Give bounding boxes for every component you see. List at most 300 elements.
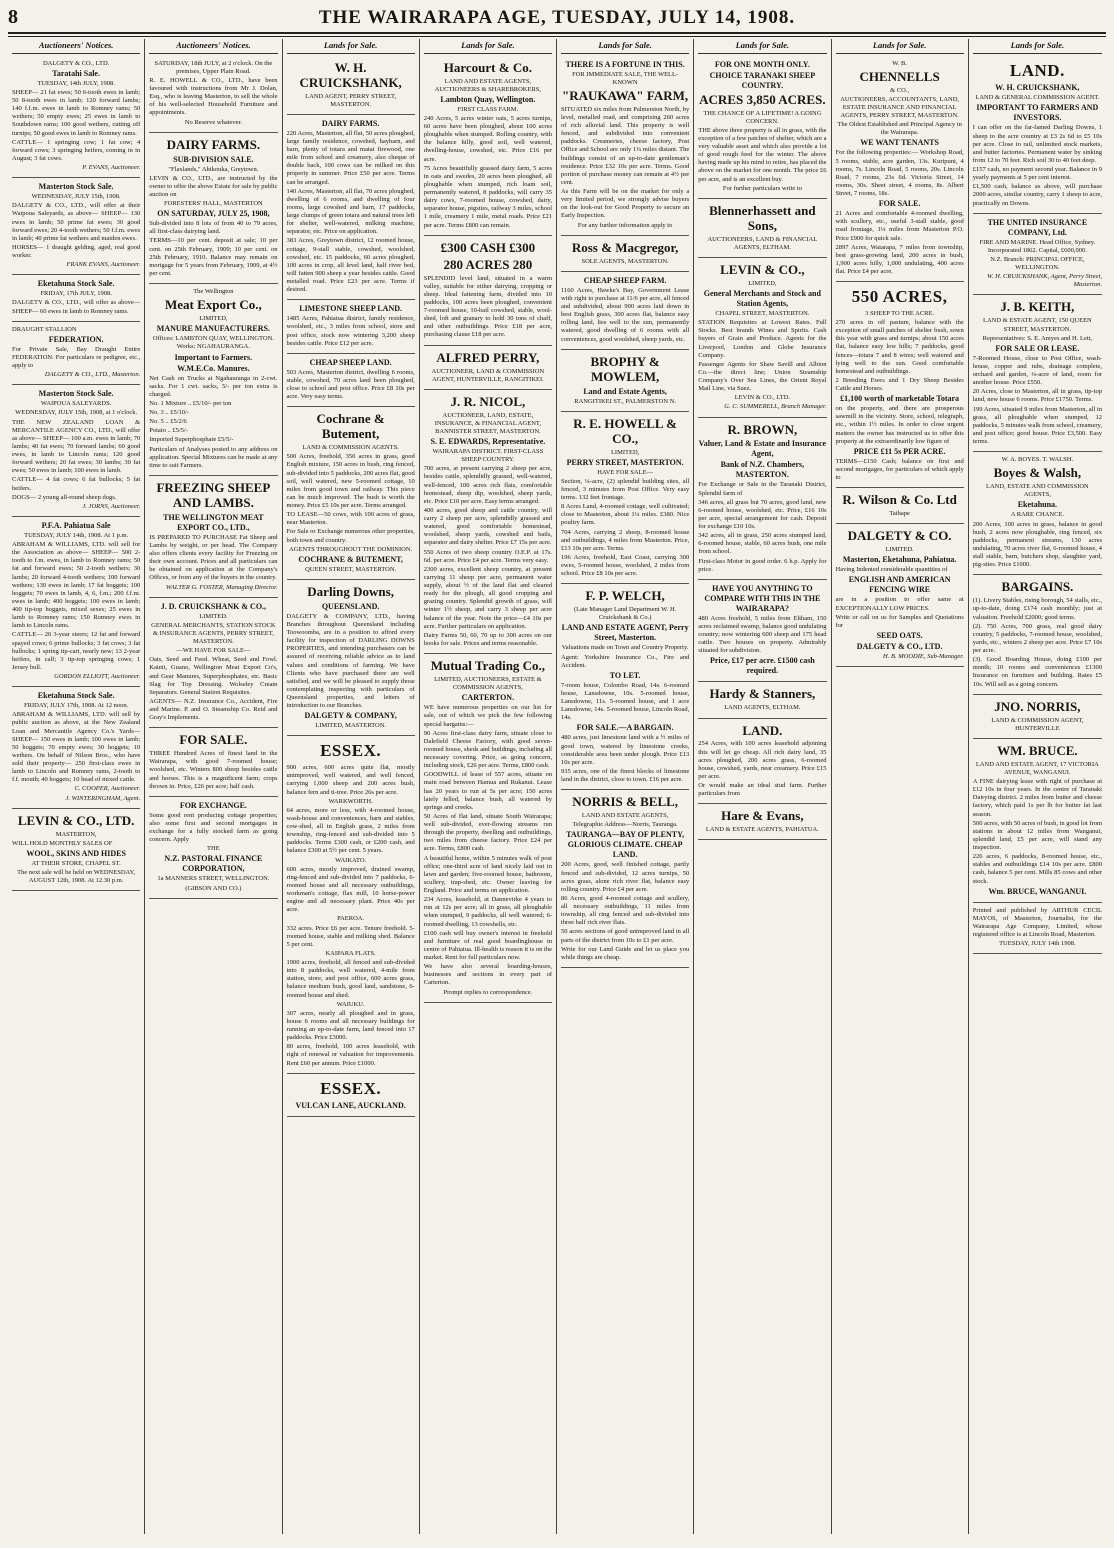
ad-body-text: 480 Acres freehold, 5 miles from Eltham, 150 acres reclaimed swamp, balance good undulating country; now wintering 600 sheep and 175 head cattle. Two houses on property. Admirably situated for subdivision. <box>698 614 827 655</box>
ad-title: LAND. <box>742 722 783 738</box>
ad-body-text: We have also several boarding-houses, businesses and sections in every part of Carterton. <box>423 963 552 987</box>
ad-signature: J. WINTERINGHAM, Agent. <box>65 794 141 802</box>
ad-title: Boyes & Walsh, <box>993 465 1082 481</box>
advertisement <box>12 809 140 892</box>
ad-body-text: TERMS—£150 Cash; balance on first and second mortgages, for particulars of which apply to <box>835 457 964 481</box>
ad-body-text: 75 Acres beautifully grassed dairy farm, 5 acres in oats and swedes, 20 acres been ploughed, all ploughable when stumped, rich loam soil, permanently watered, 8 paddocks, will carry 35 dairy cows, 7-roomed house, cowshed, dairy, separator house, pigsties, railway 3 miles, school 1 mile, creamery 1 mile, metal roads. Price £21 per acre. Terms £800 can remain. <box>423 164 552 229</box>
advertisement <box>973 56 1102 214</box>
ad-body-text: 7-Roomed House, close to Post Office, wash-house, copper and tubs, drainage complete, orchard and garden, ¼-acre of land, room for another house. Price £550. <box>972 354 1102 387</box>
ad-heading: £1,100 worth of marketable Totara <box>840 394 960 404</box>
ad-signature: H. B. MOODIE, Sub-Manager. <box>883 652 964 660</box>
ad-title: Mutual Trading Co., <box>430 658 546 674</box>
ad-subtitle: 3 SHEEP TO THE ACRE. <box>865 309 935 317</box>
ad-subtitle: LAND AND ESTATE AGENT, 17 VICTORIA AVENUE, WANGANUI. <box>975 760 1099 776</box>
ad-body-text: on the property, and there are prosperous sawmill in the vicinity. Store, school, telegraph, etc., within 1½ miles. In order to close urgent matters the owner has instructed us to offer this property at the extraordinarily low figure of <box>835 405 964 445</box>
ad-subtitle: LAND AND ESTATE AGENTS, AUCTIONEERS & SHAREBROKERS, <box>434 77 542 93</box>
ad-subtitle: KAIPARA FLATS. <box>325 949 376 957</box>
ad-subtitle: THE <box>207 845 220 853</box>
ad-subtitle: FOR IMMEDIATE SALE, THE WELL-KNOWN <box>572 70 679 86</box>
ad-heading: FEDERATION. <box>48 334 104 344</box>
ad-title: J. B. KEITH, <box>1000 299 1075 315</box>
ad-body-text: (2). 750 Acres, 700 grass, real good dairy country, 5 paddocks, 7-roomed house, woolshed, yards, etc., winters 2 sheep per acre. Price £7 10s per acre. <box>972 622 1102 654</box>
ad-body-text: For Exchange or Sale in the Taranaki District, Splendid farm of <box>698 481 827 497</box>
ad-body-text: are in a position to offer same at EXCEPTIONALLY LOW PRICES. <box>835 596 964 612</box>
ad-heading: SEED OATS. <box>876 630 923 640</box>
ad-large-title: LAND. <box>1009 60 1065 80</box>
ad-body-text: Dairy Farms 50, 60, 70 up to 300 acres on our books for sale. Prices and terms reasonable. <box>423 631 552 647</box>
ad-subtitle: DALGETY & CO., LTD. <box>42 59 110 67</box>
ad-heading: TAURANGA—BAY OF PLENTY, GLORIOUS CLIMATE. CHEAP LAND. <box>566 830 685 860</box>
advertisement <box>973 452 1102 575</box>
ad-body-text: 21 Acres and comfortable 4-roomed dwelling, with scullery, etc., useful 3-stall stable, good road frontage, 1¼ miles from Masterton P.O. Price £900 for quick sale. <box>835 210 964 242</box>
ad-subtitle: LAND, ESTATE AND COMMISSION AGENTS, <box>985 483 1089 499</box>
ad-body-text: (3). Good Boarding House, doing £100 per month; 10 rooms and conveniences £1300 Insurance on furniture and building. Rates £5 10s. Will sell as a going concern. <box>972 656 1102 688</box>
ad-title: FREEZING SHEEP AND LAMBS. <box>156 479 271 510</box>
ad-body-text: THE above three property is all in grass, with the exception of a few patches of shelter, which are a very valuable asset and which also provide a lot of good rough feed for the winter. The above having made up his mind to retire, has placed the above on the market for one month. The price £6 per acre, and is an excellent buy. <box>698 126 827 183</box>
ad-subtitle: (Late Manager Land Department W. H. Cruickshank & Co.) <box>573 606 677 622</box>
ad-subtitle: LIMITED. <box>199 612 228 620</box>
ad-subtitle: LAND & ESTATE AGENTS, PAHIATUA. <box>705 826 819 834</box>
ad-subtitle: FIRE AND MARINE. Head Office, Sydney. Incorporated 1862. Capital, £600,000. <box>979 238 1096 254</box>
ad-subtitle: LIMITED, MASTERTON. <box>315 722 387 730</box>
advertisement <box>561 236 689 272</box>
ad-subtitle: LIMITED, <box>748 279 777 287</box>
advertisement <box>287 56 415 115</box>
ad-body-text: CATTLE— 4 fat cows; 6 fat bullocks; 5 fat heifers. <box>12 476 141 492</box>
advertisement <box>698 580 826 683</box>
ad-large-title: ESSEX. <box>320 1078 382 1098</box>
ad-title: LEVIN & CO., <box>720 261 805 277</box>
advertisement <box>149 598 277 729</box>
advertisement <box>12 56 140 179</box>
ad-title: JNO. NORRIS, <box>994 698 1081 714</box>
ad-body-text: LEVIN & CO., LTD., are instructed by the owner to offer the above Estate for sale by public auction on <box>149 174 278 198</box>
advertisement <box>973 695 1102 739</box>
ad-body-text: 234 Acres, leasehold, at Dannevirke 4 years to run at 12s per acre; all in grass, all ploughable when stumped, 9 paddocks, all well watered; 6-roomed dwelling, 13 cowshells, etc. <box>423 896 552 928</box>
ad-large-title: 550 ACRES, <box>851 287 948 307</box>
advertisement <box>287 300 415 354</box>
ad-body-text: 64 acres, more or less, with 4-roomed house, wash-house and conveniences, barn and stables, cow-shed, all in English grass, 2 miles from township, ring-fenced and sub-divided into 5 paddocks. Terms £300 cash, or £200 cash, and balance £300 at 5½ per cent. 5 years. <box>286 806 415 855</box>
masthead <box>8 6 1106 34</box>
column-heading: Lands for Sale. <box>698 39 826 54</box>
ad-subtitle: AUCTIONEERS, ACCOUNTANTS, LAND, ESTATE INSURANCE AND FINANCIAL AGENTS, PERRY STREET, MASTERTON. <box>840 95 960 120</box>
ad-subtitle: PAEROA. <box>337 915 365 923</box>
ad-title: Hare & Evans, <box>721 808 804 824</box>
ad-body-text: I can offer on the far-famed Darling Downs, 1 sheep to the acre country at £3 2s 6d to £5 10s per acre. Close to rail, unlimited stock markets, and butter factories. Permanent water by sinking from 12 to 70 feet. Rich soil 30 to 40 feet deep. <box>972 124 1102 164</box>
ad-subtitle: 1a MANNERS STREET, WELLINGTON. <box>157 875 270 883</box>
ad-subtitle: "Flaxlands," Ahikouka, Greytown. <box>168 165 259 173</box>
ad-title: F. P. WELCH, <box>585 588 665 604</box>
advertisement <box>698 682 826 718</box>
ad-body-text: 383 Acres, Greytown district, 12 roomed house, cottage, 9-stall stable, cowshed, woolshed, cowshed, etc. 15 paddocks, 60 acres ploughed, 100 acres in crop, all level land, half river bed, will fatten 900 sheep a year besides cattle. Good metalled road. Price £23 per acre. Terms if desired. <box>286 237 415 294</box>
ad-title: ALFRED PERRY, <box>436 349 540 365</box>
ad-subtitle: For further particulars write to <box>722 184 802 192</box>
advertisement <box>287 1074 415 1118</box>
ad-subtitle: WEDNESDAY, JULY 15th, 1908, at 1 o'clock. <box>15 409 138 417</box>
ad-heading: Masterton Stock Sale. <box>38 389 114 399</box>
ad-title: Cochrane & Butement, <box>316 411 385 442</box>
ad-heading: FOR ONE MONTH ONLY. <box>714 59 810 69</box>
advertisement <box>698 56 826 199</box>
advertisement <box>12 275 140 321</box>
advertisement <box>561 584 689 790</box>
advertisement <box>561 790 689 968</box>
advertisement <box>698 199 826 258</box>
ad-heading: QUEENSLAND. <box>321 601 380 611</box>
advertisement <box>149 284 277 476</box>
column-5 <box>557 39 694 1534</box>
ad-subtitle: LAND & GENERAL COMMISSION AGENT. <box>975 94 1100 102</box>
ad-heading: Masterton, Eketahuna, Pahiatua. <box>842 555 957 565</box>
ad-heading: CHOICE TARANAKI SHEEP COUNTRY. <box>709 70 816 90</box>
advertisement <box>12 687 140 809</box>
ad-subtitle: —WE HAVE FOR SALE— <box>176 647 251 655</box>
ad-subtitle: TUESDAY, JULY 14th, 1908. At 1 p.m. <box>24 531 129 539</box>
ad-body-text: 704 Acres, carrying 2 sheep, 8-roomed house and outbuildings, 4 miles from Masterton. Price, £13 10s per acre. Terms. <box>561 528 690 552</box>
ad-subtitle: LIMITED, AUCTIONEERS, ESTATE & COMMISSION AGENTS, <box>434 676 542 692</box>
ad-body-text: DALGETY & CO., LTD., will offer as above— SHEEP— 60 ewes in lamb to Romney rams. <box>12 299 141 315</box>
column-8 <box>969 39 1106 1534</box>
ad-body-text: CATTLE— 20 3-year steers; 12 fat and forward spayed cows; 6 prime bullocks; 3 fat cows; 3 fat bullocks; 1 spring tip-cart, nearly new; 13 2-year heifers, in calf; 3 tip-top springing cows; 1 Jersey bull. <box>12 631 141 671</box>
ad-subtitle: The Wellington <box>193 288 234 296</box>
ad-heading: WE WANT TENANTS <box>860 138 939 148</box>
ad-heading: Price, £17 per acre. £1500 cash required. <box>709 656 815 676</box>
column-heading: Auctioneers' Notices. <box>149 39 277 54</box>
ad-body-text: 90 Acres first-class dairy farm, situate close to Dalefield Cheese Factory, with good seven-roomed house, sheds and buildings, including all necessary covering. Price, as going concern, including stock, £26 per acre. Terms, £800 cash. <box>423 729 552 770</box>
ad-body-text: TO LEASE—50 cows, with 100 acres of grass, near Masterton. <box>286 511 415 527</box>
ad-subtitle: The Oldest Established and Principal Agency in the Wairarapa. <box>837 121 962 137</box>
ad-body-text: 199 Acres, situated 9 miles from Masterton, all in grass, all ploughable when stumped, 12 paddocks, 5 minutes walk from school, creamery, and post office; good house. Price £3,500. Easy terms. <box>972 405 1102 445</box>
ad-body-text: IS PREPARED TO PURCHASE Fat Sheep and Lambs by weight, or per head. The Company also offers clients every facility for Freezing on their own account. Prices and all particulars can be obtained on application at the Company's Offices, or from any of the buyers in the country. <box>149 533 278 582</box>
ad-subtitle: No Reserve whatever. <box>184 118 242 126</box>
ad-subtitle: RANGITIKEI ST., PALMERSTON N. <box>574 397 676 405</box>
ad-signature: DALGETY & CO., LTD., Masterton. <box>44 371 141 379</box>
ad-body-text: 342 acres, all in grass, 250 acres stumped land, 6-roomed house, stable, 60 acres bush, one mile from school. <box>698 532 827 556</box>
ad-heading: Eketahuna. <box>1017 500 1058 510</box>
ad-body-text: THE NEW ZEALAND LOAN & MERCANTILE AGENCY CO., LTD., will offer as above— SHEEP— 100 a.m. ewes in lamb; 70 lambs; 40 fat ewes; 70 forward lambs; 60 good ewes, in lamb to Lincoln rams; 120 good forward wethers; 20 fat ewes; 30 lambs; 30 fat ewes; 50 ewes in lamb; 100 ewes in lamb. <box>12 418 141 475</box>
ad-subtitle: LAND AND ESTATE AGENTS, <box>581 812 669 820</box>
column-heading: Lands for Sale. <box>836 39 964 54</box>
ad-body-text: 80 acres, freehold, 100 acres leasehold, with right of renewal or valuation for improvements. Rent £60 per annum. Price £1000. <box>286 1043 415 1067</box>
ad-body-text: ABRAHAM & WILLIAMS, LTD. will sell for the Association as above— SHEEP— 500 2-tooth to f.m. ewes, in lamb to Romney rams; 50 fat and forward ewes; 50 2-tooth wethers; 30 lambs; 20 forward 4-tooth wethers; 100 forward wethers; 130 ewes in lamb; 17 fat hoggets; 100 hoggets; 70 ewes in lamb, 4, 6, f.m.; 200 f.f.m. ewes in lamb; 400 hoggets; 100 ewes in lamb; 400 tip-top hoggets, mixed sexes; 25 ewes in lamb to Romney rams; 150 Romney ewes in lamb to Lincoln rams. <box>12 541 141 630</box>
advertisement <box>287 115 415 301</box>
ad-heading: FOR SALE. <box>878 199 921 209</box>
ad-body-text: 220 Acres, Masterton, all flat, 50 acres ploughed, large family residence, cowshed, haybarn, and barn, plenty of totara and matai firewood, one mile from school and creamery, also cheque of double back, 100 cows can be milked on this property in summer. Price £50 per acre. Terms can be arranged. <box>286 129 415 186</box>
advertisement <box>149 133 277 284</box>
ad-body-text: WILL HOLD MONTHLY SALES OF <box>12 839 113 847</box>
ad-heading: HAVE YOU ANYTHING TO COMPARE WITH THIS IN THE WAIRARAPA? <box>704 583 821 613</box>
ad-heading: Land and Estate Agents, <box>583 386 667 396</box>
ad-title: NORRIS & BELL, <box>572 794 679 810</box>
ad-body-text: A FINE dairying lease with right of purchase at £12 10s in four years. In the centre of Taranaki Dairying district. 2 miles from butter and cheese factory, which paid 1s per lb for butter fat last season. <box>972 778 1102 818</box>
ad-body-text: SPLENDID level land, situated in a warm valley, suitable for either dairying, cropping or sheep. Ideal fattening farm, divided into 10 paddocks, 100 acres been ploughed, convenient 7-roomed house, 10-bail cowshed, stable, wool-shed, loft and granary to hold 30 tons of chaff, and other outbuildings. Price £18 per acre, purchasing clause £18 per acre. <box>423 274 552 339</box>
advertisement <box>698 418 826 580</box>
ad-heading: LIMESTONE SHEEP LAND. <box>299 304 403 314</box>
ad-subtitle: FIRST CLASS FARM. <box>457 105 519 113</box>
ad-subtitle: AUCTIONEERS, LAND & FINANCIAL AGENTS, ELTHAM. <box>707 235 818 251</box>
ad-body-text: £157 cash, no payment second year. Balance in 9 yearly payments at 5 per cent interest. <box>972 166 1102 182</box>
ad-subtitle: THE CHANCE OF A LIFETIME! A GOING CONCERN. <box>703 109 822 125</box>
ad-body-text: 900 acres, 600 acres quite flat, mostly unimproved, well watered, and well fenced, carrying 1,000 sheep and 200 acres bush, balance fern and ti-tree. Price 26s per acre. <box>286 764 415 796</box>
ad-body-text: 2 Breeding Ewes and 1 Dry Sheep Besides Cattle and Horses. <box>835 376 964 392</box>
ad-body-text: 332 acres. Price £6 per acre. Tenure freehold. 5-roomed house, stable and milking shed. Balance 5 per cent. <box>286 924 415 948</box>
ad-body-text: 2300 acres, excellent sheep country, at present carrying 11 sheep per acre, permanent water supply, about ½ of the land flat and cleared ready for the plough, all good cropping and grazing country. Splendid growth of grass, will winter 1½ sheep, and carry 3 sheep per acre balance of the year. Note the price—£4 10s per acre. Further particulars on application. <box>423 565 552 630</box>
ad-subtitle: FRIDAY, JULY 17th, 1908. At 12 noon. <box>24 702 129 710</box>
ad-heading: Eketahuna Stock Sale. <box>37 691 115 701</box>
ad-body-text: Some good rent producing cottage properties; also some first and second mortgages in exchange for a fully stocked farm as going concern. Apply <box>149 811 278 844</box>
ad-title: ACRES 3,850 ACRES. <box>699 91 826 107</box>
ad-signature: W. H. CRUICKSHANK, Agent, Perry Street, Masterton. <box>987 273 1102 289</box>
ad-title: Ross & Macgregor, <box>571 239 679 255</box>
ad-body-text: £100 cash will buy owner's interest in freehold and furniture of real good boardinghouse in centre of Pahiatua. Ill-health is reason it is on the market. Rent for full particulars now. <box>423 929 552 961</box>
ad-heading: General Merchants and Stock and Station Agents, <box>703 289 821 308</box>
ad-body-text: (1). Livery Stables, rising borough, 54 stalls, etc., up-to-date, doing £174 cash monthly; just at valuation. Freehold £2000; good terms. <box>972 597 1102 621</box>
ad-heading: VULCAN LANE, AUCKLAND. <box>295 1101 406 1111</box>
column-heading: Lands for Sale. <box>973 39 1102 54</box>
ad-body-text: 140 Acres, Masterton, all flat, 70 acres ploughed, dwelling of 6 rooms, and dwelling of four rooms, large cowshed and barn, 17 paddocks, large clumps of green totara and natural trees left for shelter, well-watered, milking machine, separator, etc. Price on application. <box>286 187 415 236</box>
advertisement <box>561 350 689 412</box>
ad-subtitle: Telegraphic Address—Norris, Tauranga. <box>572 821 678 829</box>
advertisement <box>287 736 415 1073</box>
advertisement <box>149 56 277 133</box>
newspaper-page <box>8 6 1106 1536</box>
advertisement <box>149 728 277 797</box>
ad-heading: IMPORTANT TO FARMERS AND INVESTORS. <box>976 103 1099 123</box>
advertisement <box>149 797 277 899</box>
ad-title: 280 ACRES 280 <box>443 256 533 272</box>
ad-body-text: 8 Acres Land, 4-roomed cottage, well cultivated; close to Masterton, about 1¼ miles. £380. Nice poultry farm. <box>561 503 690 527</box>
ad-body-text: 1900 acres, freehold, all fenced and sub-divided into 8 paddocks, well watered, 4-mile from station, store, and post office, 600 acres grass, balance medium bush, good land, sandstone, 6-roomed house and shed. <box>286 959 415 999</box>
ad-subtitle: Offices: LAMBTON QUAY, WELLINGTON. Works: NGAHAURANGA. <box>152 335 274 351</box>
ad-heading: ON SATURDAY, JULY 25, 1908, <box>157 209 270 219</box>
ad-subtitle: TUESDAY, JULY 14th 1908. <box>999 940 1076 948</box>
ad-heading: W. H. CRUICKSHANK, <box>995 83 1080 93</box>
column-heading: Lands for Sale. <box>424 39 552 54</box>
advertisement <box>836 488 964 524</box>
ad-subtitle: SATURDAY, 18th JULY, at 2 o'clock. On the premises, Upper Plain Road. <box>154 59 273 75</box>
ad-subtitle: W. A. BOYES. T. WALSH. <box>1001 456 1074 464</box>
ad-body-text: ABRAHAM & WILLIAMS, LTD. will sell by public auction as above, at the New Zealand Loan and Mercantile Agency Co.'s Yards— SHEEP— 150 ewes in lamb; 100 ewes in lamb; 50 hoggets; 70 empty ewes; 30 hoggets; 10 wethers. On behalf of Nilson Bros., who have sold their property— 250 first-class ewes in lamb to Lincoln and Romney rams, 2-tooth to f.f. mouth; 40 hoggets; 10 head of mixed cattle. <box>12 711 141 784</box>
advertisement <box>561 272 689 350</box>
ad-body-text: AGENTS— N.Z. Insurance Co., Accident, Fire and Marine. P. and O. Steamship Co. Reid and Gray's Implements. <box>149 697 278 722</box>
advertisement <box>424 236 552 346</box>
ad-subtitle: MASTERTON, <box>55 830 97 838</box>
ad-body-text: 1160 Acres, Hawke's Bay, Government Lease with right to purchase at 11/6 per acre, all fenced and subdivided, about 900 acres laid down in best English grass, 300 acres flat, balance easy rolling land, lies well to the sun, permanently watered, good dwelling of 6 rooms with all conveniences, good woolshed, sheep yards, etc. <box>561 286 690 343</box>
ad-body-text: Passenger Agents for Shaw Savill and Albion Co.—the direct line; Union Steamship Company's Over Sea Lines, the Orient Royal Mail Line, via Suez. <box>698 360 827 393</box>
ad-title: DALGETY & CO. <box>847 528 952 544</box>
ad-heading: THE UNITED INSURANCE COMPANY, Ltd. <box>987 217 1088 237</box>
ad-body-text: Or would make an ideal stud farm. Further particulars from <box>698 782 827 798</box>
ad-title: "RAUKAWA" FARM, <box>562 87 689 103</box>
column-7 <box>832 39 969 1534</box>
ad-subtitle: LIMITED, <box>199 315 228 323</box>
ad-heading: P.F.A. Pahiatua Sale <box>41 520 111 530</box>
ad-signature: WALTER G. FOSTER, Managing Director. <box>165 583 278 591</box>
advertisement <box>149 476 277 598</box>
ad-heading: PRICE £11 5s PER ACRE. <box>853 446 946 456</box>
ad-body-text: 700 acres, at present carrying 2 sheep per acre, besides cattle, splendidly grassed, well-watered, well-fenced, 100 acres rich flats, comfortable homestead, sheep dip, woolshed, sheep yards, etc. Price £10 per acre. Easy terms arranged. <box>423 465 552 505</box>
ad-body-text: Write or call on us for Samples and Quotations for <box>835 613 964 629</box>
ad-subtitle: HAVE FOR SALE— <box>597 468 654 476</box>
ad-title: R. Wilson & Co. Ltd <box>842 492 957 508</box>
ad-body-text: No. 3 .. £5/10/- <box>149 409 189 416</box>
advertisement <box>561 412 689 585</box>
ad-body-text: R. E. HOWELL & CO., LTD., have been favoured with instructions from Mr J. Dolan, Esq., who is leaving Masterton, to sell the whole of his well-selected Household Furniture and appointments. <box>149 76 278 117</box>
advertisement <box>424 346 552 390</box>
ad-heading: SUB-DIVISION SALE. <box>173 154 254 164</box>
advertisement <box>973 739 1102 903</box>
ad-body-text: 20 Acres, close to Masterton, all in grass, tip-top land, new house 6 rooms. Price £1750. Terms. <box>972 388 1102 404</box>
advertisement <box>973 214 1102 296</box>
ad-body-text: For the following properties:— Workshop Road, 5 rooms, stable, acre garden, 13s. Kuripuni, 4 rooms, 7s. Lincoln Road, 5 rooms, 20s. Lincoln Road, 7 rooms, 23s 6d. Victoria Street, 14 rooms, 30s. Sheet street, 4 rooms, 8s. Albert Street, 7 rooms, 18s. <box>835 149 964 198</box>
advertisement <box>424 56 552 236</box>
ad-body-text: CATTLE— 1 springing cow; 1 fat cow; 4 forward cows; 3 springing heifers, coming in in August; 3 fat cows. <box>12 138 141 162</box>
ad-subtitle: WAIRARAPA DISTRICT. FIRST-CLASS SHEEP COUNTRY. <box>432 448 544 464</box>
ad-subtitle: CHAPEL STREET, MASTERTON. <box>715 310 810 317</box>
ad-body-text: DALGETY & CO., LTD., will offer at their Waipoua Saleyards, as above— SHEEP— 130 ewes in lamb; 50 prime fat ewes; 30 good forward ewes; 20 4-tooth wethers; 50 f.f.m. ewes in lamb; 40 prime fat wethers and maiden ewes. <box>12 202 141 242</box>
ad-body-text: First-class Motor in good order. 6 h.p. Apply for price. <box>698 557 827 573</box>
advertisement <box>698 719 826 805</box>
column-2 <box>145 39 282 1534</box>
ad-body-text: 503 Acres, Masterton district, dwelling 6 rooms, stable, cowshed, 70 acres land been ploughed, close to school and post office. Price £8 10s per acre. Very easy terms. <box>286 368 415 401</box>
ad-body-text: 200 Acres, 100 acres in grass, balance in good bush, 2 acres now ploughable, ring fenced, six paddocks, permanent streams, 130 acres undulating, 70 acres river flat, 6-roomed house, 4 stall stable, barn, butchers shop, slaughter yard, pig-sties. Price £1000. <box>972 520 1102 569</box>
advertisement <box>12 385 140 517</box>
ad-body-text: Write for our Land Guide and let us place you while things are cheap. <box>561 945 690 961</box>
ad-body-text: For Private Sale, Bay Draught Entire FEDERATION. For particulars re pedigree, etc., apply to <box>12 345 141 369</box>
ad-title: Blennerhassett and Sons, <box>709 202 816 233</box>
ad-heading: Masterton Stock Sale. <box>38 182 114 192</box>
ad-body-text: Sub-divided into 8 lots of from 40 to 79 acres, all first-class dairying land. <box>149 220 278 236</box>
ad-body-text: 86 Acres, good 4-roomed cottage and scullery, all necessary outbuildings, 11 miles from township, all ring fenced and sub-divided into three half rich river flats. <box>561 894 690 927</box>
ad-subtitle: AUCTIONEER, LAND, ESTATE, INSURANCE, & FINANCIAL AGENT, BANNISTER STREET, MASTERTON. <box>434 411 542 435</box>
advertisement <box>12 178 140 275</box>
column-6 <box>694 39 831 1534</box>
ad-body-text: DRAUGHT STALLION <box>12 325 77 333</box>
ad-body-text: For Sale or Exchange numerous other properties, both town and country. <box>286 528 415 544</box>
ad-body-text: SITUATED six miles from Palmerston North, by level, metalled road, and comprising 260 acres of rich alluvial land. This property is well fenced, and subdivided into convenient paddocks. Creameries, cheese factory, Post Office and School are only 1¼ miles distant. The buildings consist of an up-to-date gentleman's residence. Price £32 10s per acre. Terms. Good portion of purchase money can remain at 4½ per cent. <box>561 105 690 186</box>
ad-title: FOR SALE. <box>179 732 248 748</box>
ad-heading: FOR SALE.—A BARGAIN. <box>576 723 674 733</box>
advertisement <box>973 575 1102 694</box>
ad-heading: TO LET. <box>609 670 641 680</box>
ad-heading: LAND AND ESTATE AGENT, Perry Street, Masterton. <box>561 623 689 643</box>
ad-heading: CHEAP SHEEP LAND. <box>309 357 392 367</box>
ad-body-text: Net Cash on Trucks at Ngahauranga in 2-cwt. sacks. For 1 cwt. sacks, 5/- per ton extra is charged. <box>149 374 278 398</box>
ad-body-text: Imported Superphosphate £5/5/- <box>149 436 234 444</box>
ad-body-text: 935 acres, one of the finest blocks of limestone land in the district, close to town. £16 per acre. <box>561 767 690 784</box>
ad-body-text: 226 acres, 6 paddocks, 8-roomed house, etc., stables and outbuildings £14 10s per acre. £800 cash, balance 5 per cent. Mills 85 cows and other stock. <box>972 853 1102 885</box>
ad-body-text: DOGS— 2 young all-round sheep dogs. <box>12 493 117 501</box>
ad-subtitle: WAIUKU. <box>336 1000 365 1008</box>
ad-body-text: 307 acres, nearly all ploughed and in grass, house 6 rooms and all necessary buildings for running an up-to-date farm, land fenced into 17 paddocks. Price £3000. <box>286 1009 415 1042</box>
ad-body-text: Oats, Seed and Feed. Wheat, Seed and Fowl. Kainit, Guano, Wellington Meat Export Co's, and Gear Manures, Superphosphates, etc. Basic Slag for Top Dressing. Wolseley Cream Separators. General Station Requisites. <box>149 656 278 696</box>
ad-body-text: No. 1 Mixture .. £5/10/- per ton <box>149 399 232 407</box>
advertisement <box>424 654 552 1003</box>
ad-subtitle: WEDNESDAY, JULY 15th, 1908. <box>31 193 121 201</box>
advertisement <box>836 56 964 283</box>
ad-heading: W.M.E.Co. Manures. <box>177 363 250 373</box>
ad-large-title: ESSEX. <box>320 741 382 761</box>
ad-title: R. E. HOWELL & CO., <box>573 415 677 446</box>
ad-body-text: Particulars of Analyses posted to any address on application. Special Mixtures can be made at any time to suit Farmers. <box>149 445 278 469</box>
ad-heading: CARTERTON. <box>461 693 515 703</box>
ad-heading: WOOL, SKINS AND HIDES <box>26 848 126 858</box>
ad-heading: S. E. EDWARDS, Representative. <box>430 437 546 447</box>
ad-heading: THERE IS A FORTUNE IN THIS. <box>565 59 685 69</box>
ad-body-text: 270 acres in off pasture, balance with the exception of small patches of shelter bush, sown this year with grass and turnips; about 150 acres flat, balance easy low hills; 7 paddocks, good fences—totara 7 and 8 wires; well watered and lying well to the sun. Good comfortable homestead and outbuildings. <box>835 319 964 375</box>
ad-body-text: 200 Acres, good, well finished cottage, partly fenced and sub-divided, 12 acres turnips, 50 acres grass, alone rich river flat, balance easy rolling country. Price £4 per acre. <box>561 861 690 893</box>
advertisement <box>973 903 1102 955</box>
ad-subtitle: WARKWORTH. <box>328 797 373 805</box>
ad-signature: GORDON ELLIOTT, Auctioneer. <box>54 673 141 680</box>
ad-subtitle: FRIDAY, 17th JULY, 1908. <box>40 290 112 298</box>
ad-body-text: 240 Acres, 5 acres winter oats, 5 acres turnips, 60 acres have been ploughed, about 100 acres ploughable when stumped. Rolling country, with the balance hilly, good soil, well watered, dwelling-house, cowshed, etc. Price £16 per acre. <box>423 114 552 163</box>
ad-title: Meat Export Co., <box>164 297 262 313</box>
ad-body-text: 254 Acres, with 100 acres leasehold adjoining this will let go cheap. All rich dairy land, 35 acres ploughed, 200 acres grass, 6-roomed house, cowshed, yards, near creamery. Price £15 per acre. <box>698 740 827 780</box>
ad-body-text: 1485 Acres, Pahiatua district, family residence, woolshed, etc., 3 miles from school, store and post office, stock now wintering 3,200 sheep besides cattle. Price £12 per acre. <box>286 315 415 347</box>
column-1 <box>8 39 145 1534</box>
ad-body-text: STATION Requisites at Lowest Rates. Full Stocks. Best brands Wines and Spirits. Cash buyers of Grain and Produce. Agents for the Liverpool, London and Globe Insurance Company. <box>698 319 827 359</box>
ad-body-text: Printed and published by ARTHUR CECIL MAYOS, of Masterton, Journalist, for the Wairarapa Age Company, Limited, whose registered office is at Lincoln Road, Masterton. <box>972 906 1102 938</box>
ad-subtitle: For any further information apply to <box>577 221 673 229</box>
classified-columns <box>8 39 1106 1534</box>
ad-subtitle: GENERAL MERCHANTS, STATION STOCK & INSURANCE AGENTS, PERRY STREET, MASTERTON. <box>151 621 276 645</box>
ad-subtitle: The next sale will be held on WEDNESDAY, AUGUST 12th, 1908. At 12.30 p.m. <box>17 868 136 885</box>
advertisement <box>561 56 689 236</box>
ad-subtitle: LIMITED, <box>610 448 640 456</box>
ad-body-text: As this Farm will be on the market for only a very limited period, we strongly advise buyers on the look-out for Good Property to secure an Early Inspection. <box>561 188 690 220</box>
advertisement <box>698 804 826 840</box>
ad-title: DAIRY FARMS. <box>166 136 261 152</box>
ad-heading: PERRY STREET, MASTERTON. <box>566 457 684 467</box>
ad-subtitle: AGENTS THROUGHOUT THE DOMINION. <box>289 545 413 553</box>
ad-subtitle: Representatives: S. E. Amyes and H. Lett, <box>982 334 1093 342</box>
advertisement <box>12 322 140 386</box>
ad-body-text: 50 Acres of flat land, situate South Wairarapa; well sub-divided, ever-flowing streams run through the property, dwelling and outbuildings, two miles from cheese factory. Price £24 per acre. Terms, £800 cash. <box>423 812 552 853</box>
ad-title: LEVIN & CO., LTD. <box>17 812 135 828</box>
advertisement <box>12 517 140 687</box>
advertisement <box>424 390 552 654</box>
ad-signature: P. EVANS, Auctioneer. <box>82 164 141 171</box>
ad-title: J. R. NICOL, <box>450 393 526 409</box>
advertisement <box>973 295 1102 452</box>
ad-subtitle: FORESTERS' HALL, MASTERTON <box>164 200 263 208</box>
ad-body-text: 196 Acres, freehold, East Coast, carrying 300 ewes, 5-roomed house, woolshed, 2 miles from school. Price £8 10s per acre. <box>561 553 690 578</box>
ad-title: Hardy & Stanners, <box>709 686 816 702</box>
ad-title: R. BROWN, <box>727 421 798 437</box>
ad-body-text: 7-room house, Colombo Road, 14s. 6-roomed house, Lansdowne, 10s. 5-roomed house, Lansdowne, 11s. 5-roomed house, and 1 acre Lansdowne, 14s. 5-roomed house, Lincoln Road, 14s. <box>561 681 690 722</box>
ad-body-text: GOODWILL of lease of 557 acres, situate on main road between Hamua and Rukanui. Lease has 20 years to run at 5s per acre; 150 acres lately felled, balance bush, all watered by springs and creeks. <box>423 771 552 811</box>
ad-heading: Important to Farmers. <box>174 352 253 362</box>
advertisement <box>287 354 415 408</box>
ad-signature: FRANK EVANS, Auctioneer. <box>66 261 141 269</box>
ad-title: Harcourt & Co. <box>443 59 532 75</box>
ad-body-text: 500 Acres, freehold, 350 acres in grass, good English mixture, 150 acres in bush, ring fenced, sub-divided into 5 paddocks, 200 acres flat, good soil, well watered, new 5-roomed cottage, 10 miles from good town and railway. This piece can be much improved. The bush is worth the money. Price £5 10s per acre. Terms arranged. <box>286 453 415 509</box>
ad-subtitle: WAIPOUA SALEYARDS. <box>40 400 112 408</box>
ad-heading: DAIRY FARMS. <box>321 118 380 128</box>
ad-subtitle: N.Z. Branch: PRINCIPAL OFFICE, WELLINGTON. <box>990 255 1085 272</box>
ad-heading: Taratahi Sale. <box>52 68 100 78</box>
ad-body-text: 480 acres, just limestone land with a ½ miles of good town, watered by limestone creeks, considerable area been under plough. Price £13 10s per acre. <box>561 734 690 766</box>
column-4 <box>420 39 557 1534</box>
ad-body-text: 2897 Acres, Waiarapa, 7 miles from township, best grass-growing land, 200 acres in bush, 1,900 acres hilly, 1,000 undulating, 400 acres flat. Price £4 per acre. <box>835 243 964 276</box>
ad-subtitle: LIMITED. <box>885 546 914 554</box>
advertisement <box>836 282 964 488</box>
column-heading: Auctioneers' Notices. <box>12 39 140 54</box>
advertisement <box>698 258 826 418</box>
column-3 <box>283 39 420 1534</box>
ad-title: CHENNELLS <box>859 68 940 84</box>
